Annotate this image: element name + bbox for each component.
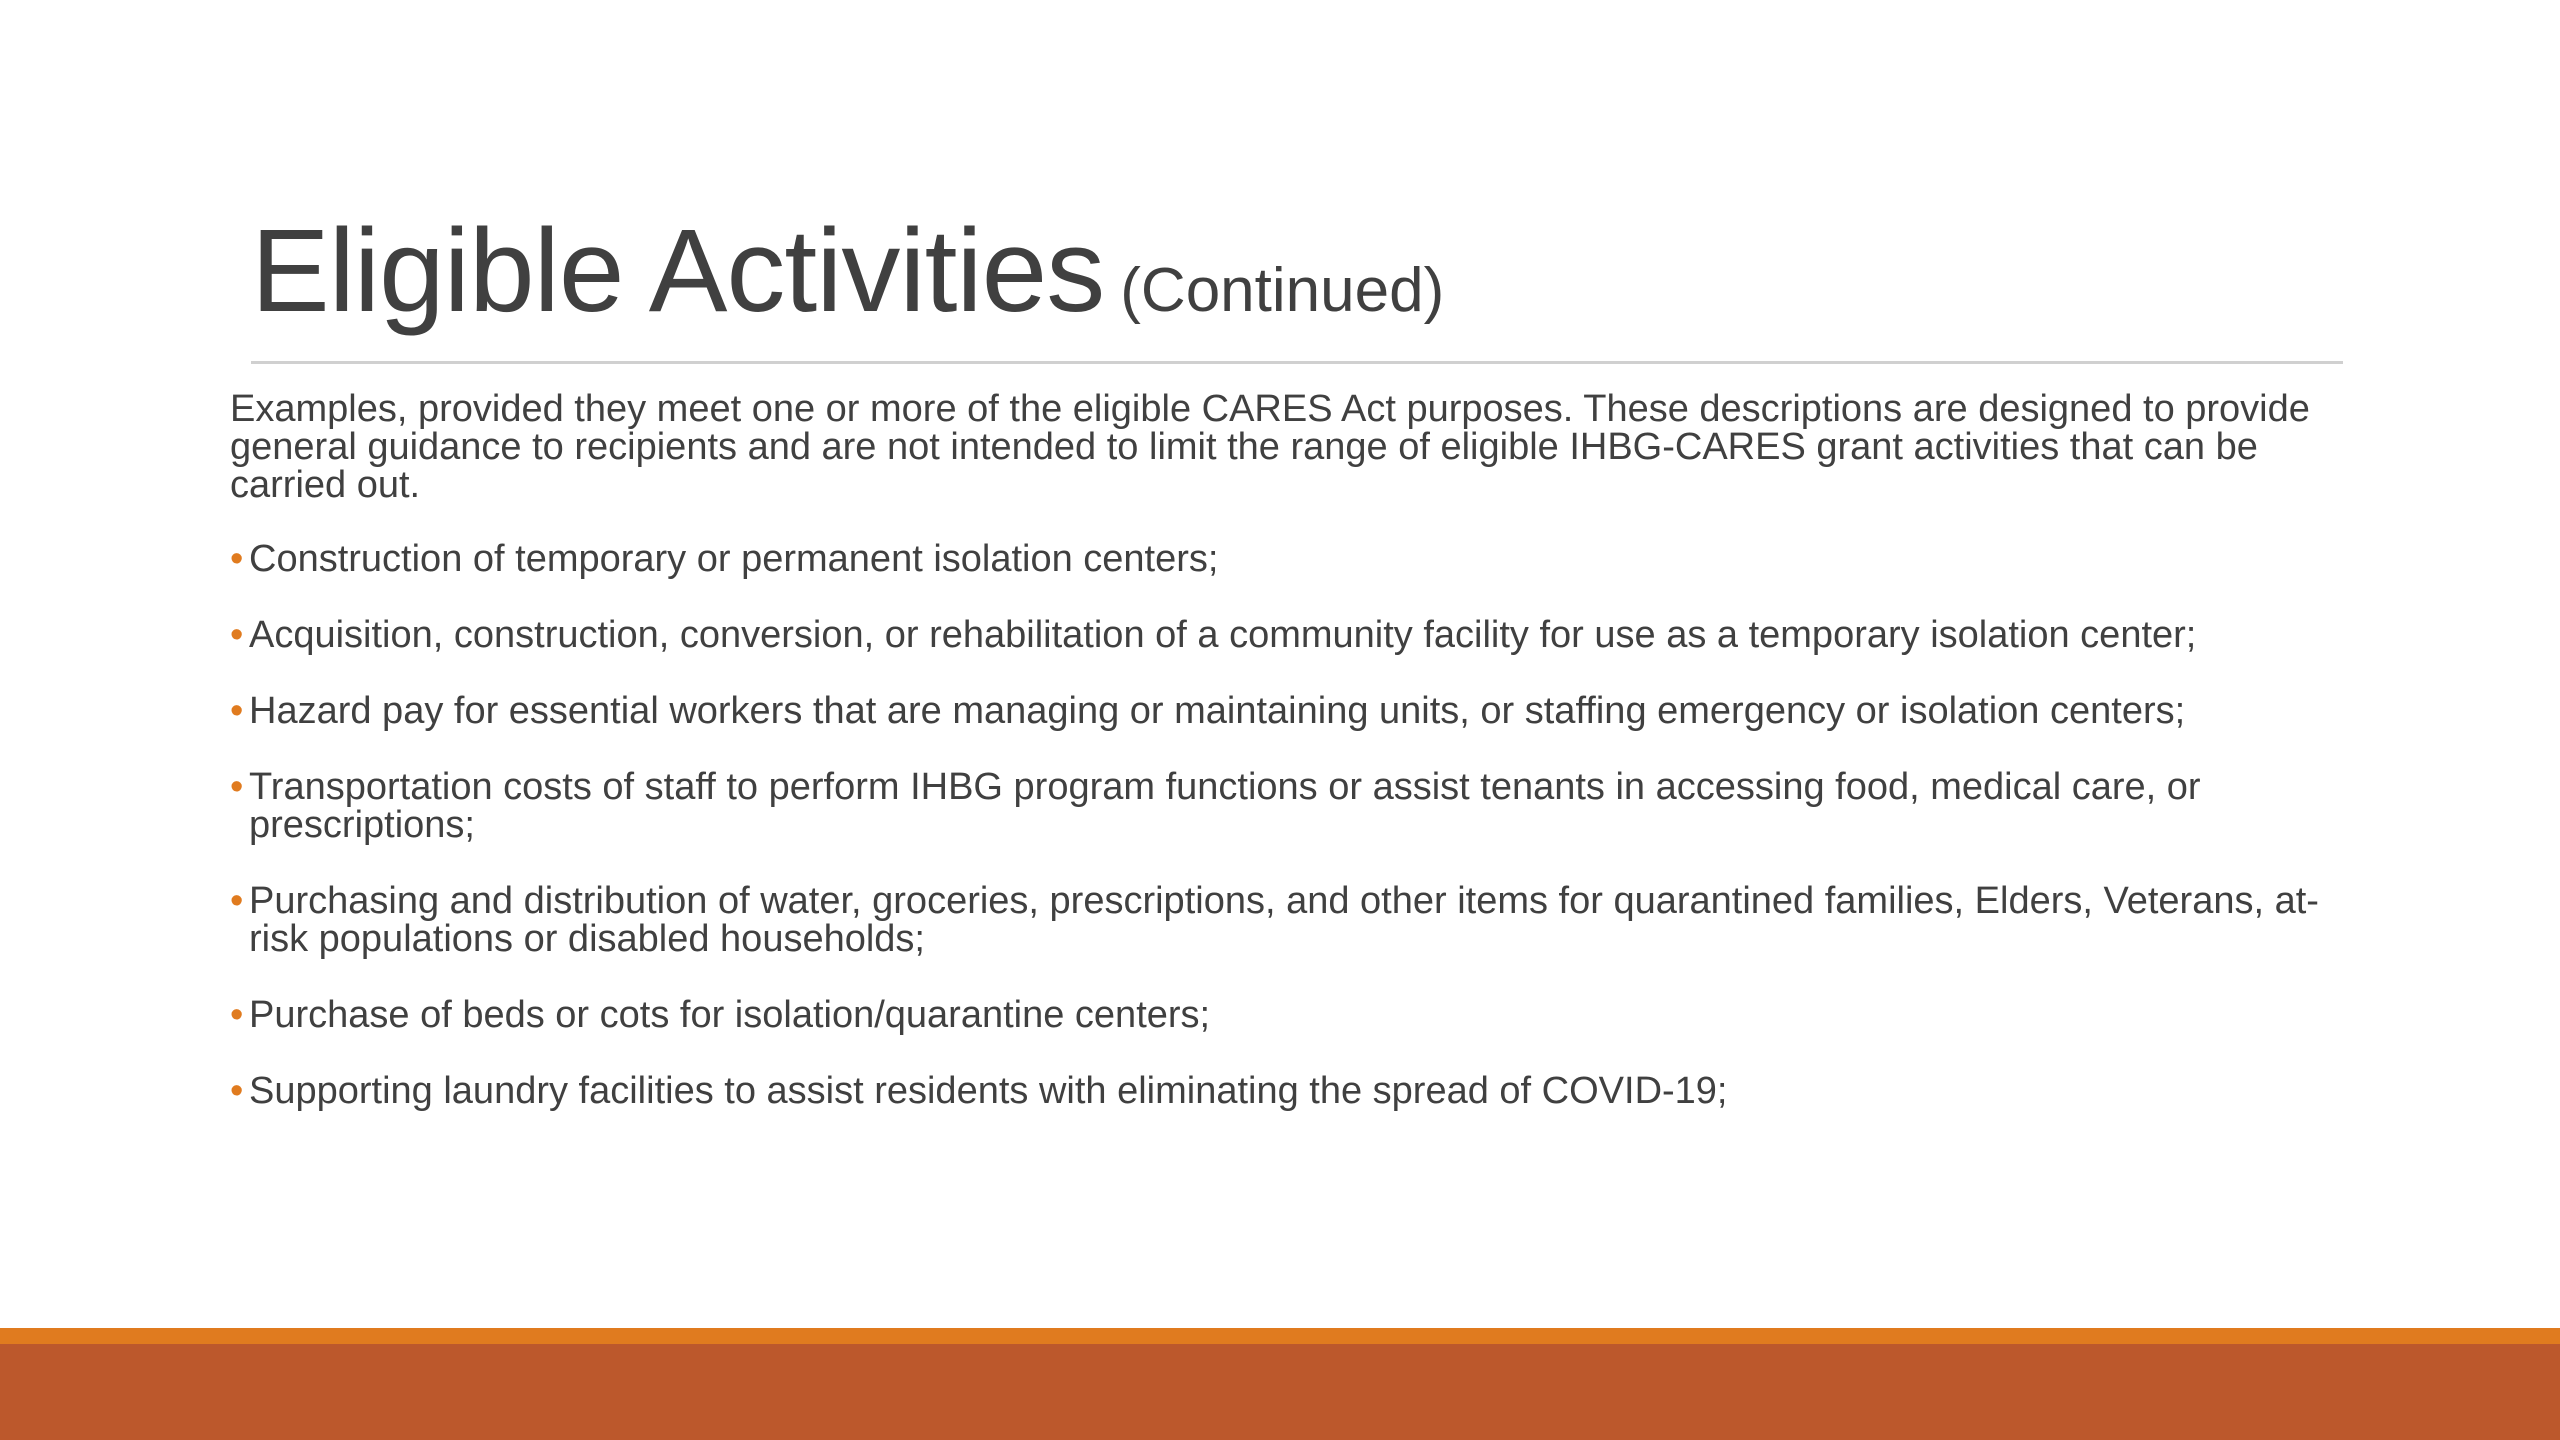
bullet-text: Acquisition, construction, conversion, or rehabilitation of a community facility for use as a temporary isolation center; (249, 614, 2197, 656)
bullet-dot-icon: • (230, 690, 244, 732)
title-divider (251, 361, 2343, 364)
bullet-dot-icon: • (230, 538, 244, 580)
title-subtitle: (Continued) (1120, 256, 1445, 325)
footer-accent-stripe (0, 1328, 2560, 1344)
bullet-item (230, 768, 2350, 844)
bullet-item (230, 882, 2350, 958)
title-main: Eligible Activities (251, 205, 1105, 337)
bullet-dot-icon: • (230, 766, 244, 808)
bullet-text: Purchasing and distribution of water, groceries, prescriptions, and other items for quarantined families, Elders, Veterans, at-risk populations or disabled households; (249, 880, 2319, 960)
slide-content (230, 390, 2350, 1148)
bullet-dot-icon: • (230, 1070, 244, 1112)
bullet-text: Purchase of beds or cots for isolation/quarantine centers; (249, 994, 1211, 1036)
bullet-item (230, 540, 2350, 578)
bullet-dot-icon: • (230, 614, 244, 656)
slide-title (251, 205, 2351, 337)
bullet-item (230, 616, 2350, 654)
bullet-dot-icon: • (230, 880, 244, 922)
footer-band (0, 1344, 2560, 1440)
bullet-text: Supporting laundry facilities to assist residents with eliminating the spread of COVID-19; (249, 1070, 1728, 1112)
bullet-text: Transportation costs of staff to perform IHBG program functions or assist tenants in accessing food, medical care, or prescriptions; (249, 766, 2201, 846)
bullet-text: Construction of temporary or permanent isolation centers; (249, 538, 1219, 580)
bullet-item (230, 692, 2350, 730)
bullet-text: Hazard pay for essential workers that are managing or maintaining units, or staffing emergency or isolation centers; (249, 690, 2186, 732)
bullet-dot-icon: • (230, 994, 244, 1036)
bullet-list (230, 540, 2350, 1110)
bullet-item (230, 996, 2350, 1034)
intro-paragraph: Examples, provided they meet one or more of the eligible CARES Act purposes. These descriptions are designed to provide general guidance to recipients and are not intended to limit the range of eligible IHBG-CARES grant activities that can be carried out. (230, 388, 2310, 506)
bullet-item (230, 1072, 2350, 1110)
